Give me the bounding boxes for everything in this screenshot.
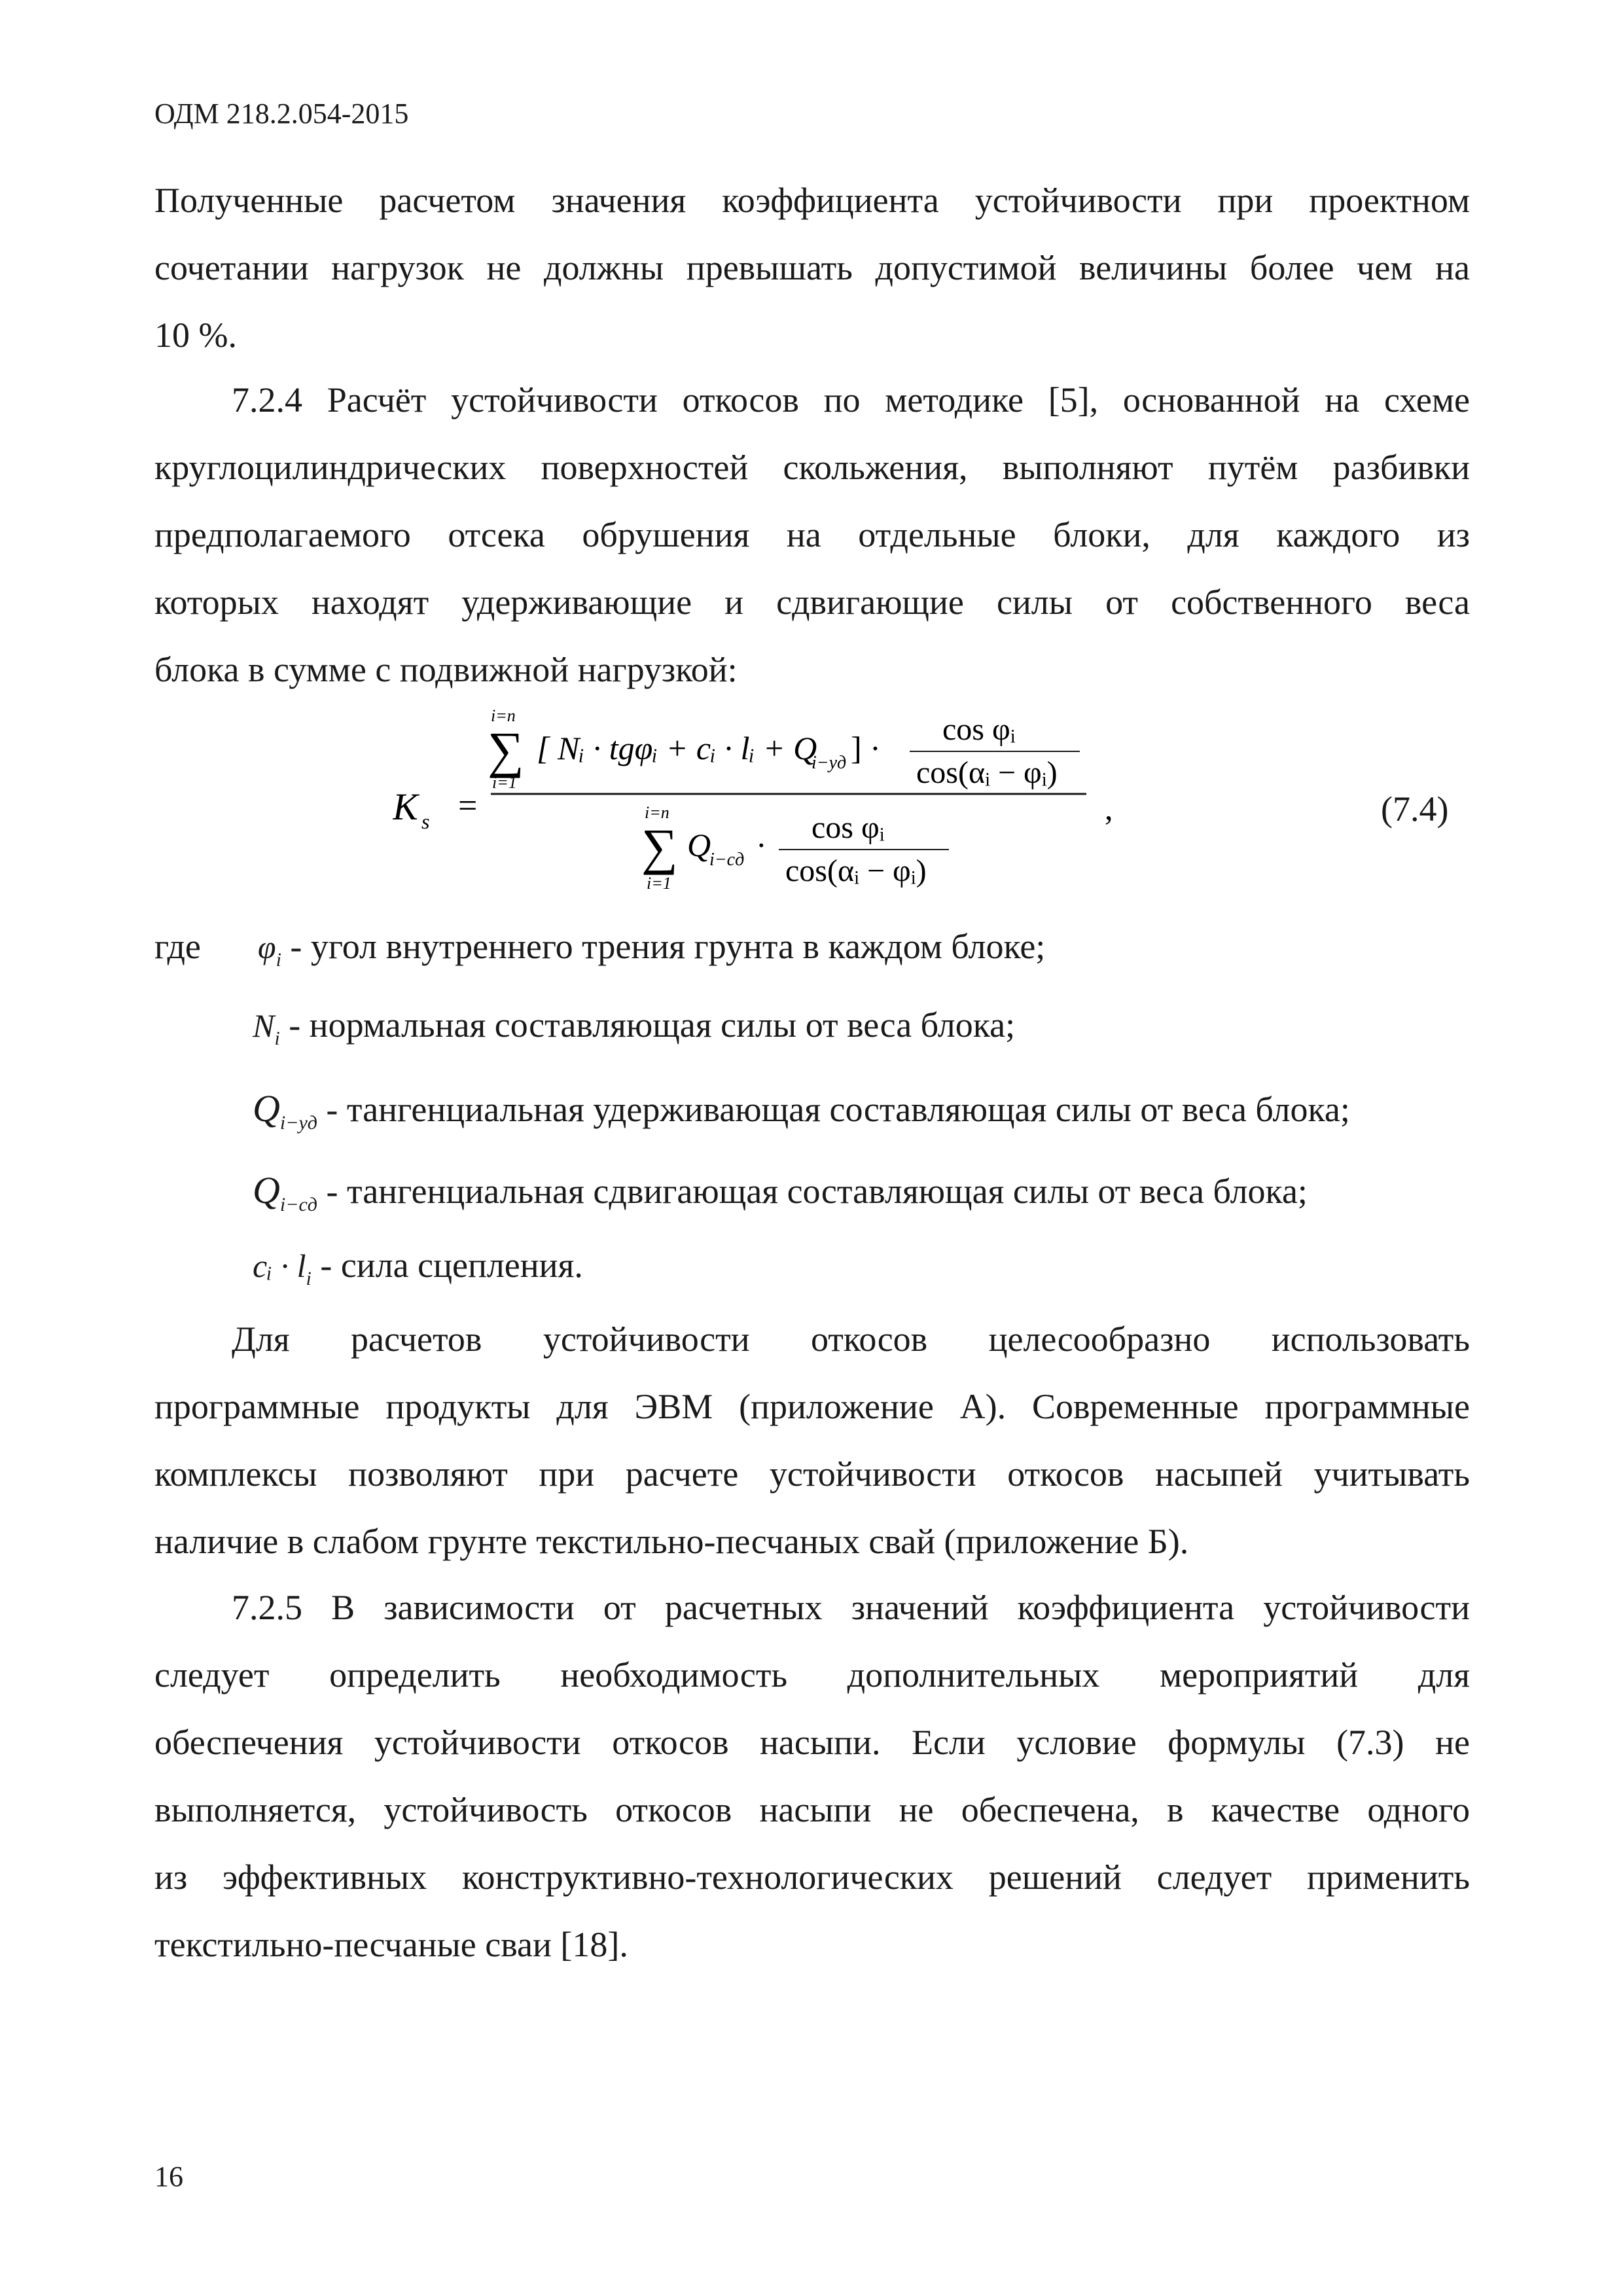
def-row-cohesion [253, 1245, 583, 1290]
den-dot: · [756, 827, 767, 863]
num-sum-sign: ∑ [488, 721, 524, 778]
text-line: программные продукты для ЭВМ (приложение А). Современные программные [154, 1387, 1470, 1426]
def-symbol: Q [253, 1087, 280, 1130]
def-text: - сила сцепления. [320, 1246, 583, 1285]
den-sum-top: i=n [645, 803, 669, 822]
text-line: наличие в слабом грунте текстильно-песчаных свай (приложение Б). [154, 1522, 1189, 1561]
den-sum-bottom: i=1 [647, 874, 671, 893]
formula-number: (7.4) [1381, 789, 1449, 829]
def-row-phi [154, 926, 1045, 971]
def-text: - нормальная составляющая силы от веса блока; [289, 1005, 1016, 1045]
paragraph-7-2-5 [154, 1574, 1470, 1979]
text-line: текстильно-песчаные сваи [18]. [154, 1925, 628, 1964]
text-line: круглоцилиндрических поверхностей скольжения, выполняют путём разбивки [154, 448, 1470, 487]
def-symbol: Q [253, 1169, 280, 1211]
num-term-sub: i−уд [812, 753, 847, 773]
def-symbol: φ [257, 929, 276, 965]
den-cos-diff: cos(αᵢ − φᵢ) [785, 853, 927, 888]
def-symbol: cᵢ · l [253, 1247, 306, 1284]
text-line: Полученные расчетом значения коэффициента устойчивости при проектном [154, 181, 1470, 220]
num-cos-phi: cos φᵢ [942, 712, 1016, 747]
def-text: - тангенциальная сдвигающая составляющая силы от веса блока; [326, 1172, 1308, 1211]
text-line: Для расчетов устойчивости откосов целесообразно использовать [232, 1319, 1470, 1359]
text-line: 7.2.4 Расчёт устойчивости откосов по методике [5], основанной на схеме [232, 380, 1470, 420]
formula-lhs: K [393, 785, 418, 828]
formula-comma: , [1105, 790, 1113, 827]
den-term: Q [687, 827, 711, 863]
num-term: [ Nᵢ · tgφᵢ + cᵢ · lᵢ + Q [537, 730, 817, 766]
num-sum-bottom: i=1 [492, 773, 517, 792]
def-row-q-ud [253, 1086, 1350, 1134]
def-row-n [253, 1005, 1015, 1050]
text-line: из эффективных конструктивно-технологических решений следует применить [154, 1857, 1470, 1897]
where-label: где [154, 927, 201, 966]
page-header: ОДМ 218.2.054-2015 [154, 98, 409, 130]
def-symbol-sub: i [306, 1268, 312, 1289]
num-bracket-dot: ] · [851, 730, 881, 766]
text-line: сочетании нагрузок не должны превышать допустимой величины более чем на [154, 248, 1470, 287]
def-symbol-sub: i−уд [279, 1112, 317, 1134]
text-line: которых находят удерживающие и сдвигающие силы от собственного веса [154, 583, 1470, 622]
formula-lhs-sub: s [421, 810, 430, 833]
text-line: блока в сумме с подвижной нагрузкой: [154, 650, 738, 689]
def-symbol-sub: i [274, 1028, 280, 1049]
num-sum-top: i=n [491, 707, 516, 725]
den-term-sub: i−сд [709, 850, 745, 870]
text-line: 10 %. [154, 315, 237, 355]
paragraph-stability-limit [154, 167, 1470, 369]
den-sum-sign: ∑ [641, 818, 678, 875]
paragraph-7-2-4 [154, 367, 1470, 704]
def-row-q-sd [253, 1168, 1308, 1216]
def-symbol-sub: i−сд [279, 1194, 317, 1215]
def-text: - тангенциальная удерживающая составляющая силы от веса блока; [326, 1090, 1350, 1129]
text-line: обеспечения устойчивости откосов насыпи. Если условие формулы (7.3) не [154, 1723, 1470, 1762]
text-line: предполагаемого отсека обрушения на отдельные блоки, для каждого из [154, 515, 1470, 554]
def-symbol-sub: i [276, 949, 281, 971]
text-line: 7.2.5 В зависимости от расчетных значений коэффициента устойчивости [232, 1588, 1470, 1627]
page-number: 16 [154, 2161, 183, 2193]
text-line: выполняется, устойчивость откосов насыпи не обеспечена, в качестве одного [154, 1790, 1470, 1829]
den-cos-phi: cos φᵢ [812, 810, 885, 845]
text-line: комплексы позволяют при расчете устойчивости откосов насыпей учитывать [154, 1454, 1470, 1494]
def-symbol: N [253, 1007, 275, 1044]
formula-7-4 [393, 707, 1472, 916]
paragraph-software [154, 1306, 1470, 1575]
num-cos-diff: cos(αᵢ − φᵢ) [916, 755, 1058, 790]
def-text: - угол внутреннего трения грунта в каждом блоке; [290, 927, 1046, 966]
formula-equals: = [458, 787, 478, 825]
text-line: следует определить необходимость дополнительных мероприятий для [154, 1655, 1470, 1695]
